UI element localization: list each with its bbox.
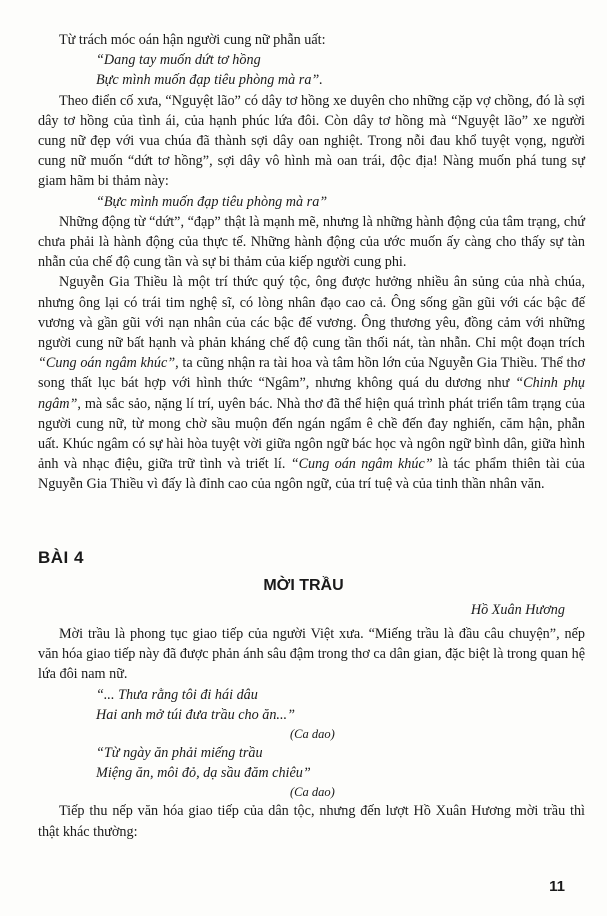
verse-source: (Ca dao) bbox=[290, 727, 335, 742]
verse-line: Miệng ăn, môi đỏ, dạ sầu đăm chiêu” bbox=[96, 765, 311, 782]
verse-line: “Dang tay muốn dứt tơ hồng bbox=[96, 52, 261, 69]
paragraph: Tiếp thu nếp văn hóa giao tiếp của dân tộc, nhưng đến lượt Hồ Xuân Hương mời trầu thì thật khác thường: bbox=[38, 803, 585, 840]
paragraph: Theo điển cố xưa, “Nguyệt lão” có dây tơ hồng xe duyên cho những cặp vợ chồng, đó là sợi dây tơ hồng của tình ái, của hạnh phúc lứa đôi. Còn dây tơ hồng mà “Nguyệt lão” xe người cung nữ đẹp với vua chúa đã thành sợi dây oan nghiệt. Trong nỗi đau khổ tuyệt vọng, người cung nữ muốn “dứt tơ hồng”, sợi dây vô hình mà oan trái, độc địa! Nàng muốn phá tung sự giam hãm bi thảm này: bbox=[38, 92, 585, 190]
lesson-label: BÀI 4 bbox=[38, 548, 84, 567]
verse-line: “Bực mình muốn đạp tiêu phòng mà ra” bbox=[96, 193, 328, 210]
paragraph-text: , ta cũng nhận ra tài hoa và tâm hồn lớn của Nguyễn Gia Thiều. Thể thơ song thất lục bát hợp với hình thức “Ngâm”, nhưng không quá du dương như bbox=[38, 355, 585, 392]
paragraph bbox=[38, 272, 585, 494]
work-title: “Cung oán ngâm khúc” bbox=[290, 456, 433, 473]
paragraph: Mời trầu là phong tục giao tiếp của người Việt xưa. “Miếng trầu là đầu câu chuyện”, nếp văn hóa giao tiếp này đã được phản ánh sâu đậm trong thơ ca dân gian, đặc biệt là trong quan hệ lứa đôi nam nữ. bbox=[38, 626, 585, 683]
paragraph-text: là tác phẩm thiên tài của Nguyễn Gia Thiều vì đấy là đỉnh cao của ngôn ngữ, của trí tuệ và của tinh thần nhân văn. bbox=[38, 456, 585, 493]
paragraph-text: , mà sắc sảo, nặng lí trí, uyên bác. Nhà thơ đã thể hiện quá trình phát triển tâm trạng của người cung nữ, từ mong chờ sầu muộn đến ngán ngẩm ê chề đến đay nghiến, căm hận, phẫn uất. Khúc ngâm có sự hài hòa tuyệt vời giữa ngôn ngữ bác học và ngôn ngữ bình dân, giữa hình ảnh và nhạc điệu, giữa trữ tình và triết lí. bbox=[38, 395, 585, 473]
paragraph: Những động từ “dứt”, “đạp” thật là mạnh mẽ, nhưng là những hành động của tâm trạng, chứ chưa phải là hành động của thực tế. Những hành động của ước muốn ấy càng cho thấy sự tàn nhẫn của chế độ cung tần và sự bi thảm của kiếp người cung phi. bbox=[38, 213, 585, 271]
verse-line: “... Thưa rằng tôi đi hái dâu bbox=[96, 686, 258, 703]
section-moi-trau bbox=[38, 624, 585, 842]
intro-text: Từ trách móc oán hận người cung nữ phẫn uất: bbox=[59, 32, 326, 48]
author-name: Hồ Xuân Hương bbox=[470, 602, 565, 618]
work-title: “Chinh phụ ngâm” bbox=[38, 375, 586, 412]
page-number: 11 bbox=[549, 878, 565, 895]
verse-source: (Ca dao) bbox=[290, 785, 335, 800]
work-title: “Cung oán ngâm khúc” bbox=[38, 355, 176, 372]
paragraph-text: Nguyễn Gia Thiều là một trí thức quý tộc, ông được hưởng nhiều ân sủng của nhà chúa, nhưng ông lại có trái tim nghệ sĩ, có lòng nhân đạo cao cả. Ông sống gần gũi với các bậc đế vương và gần gũi với nạn nhân của các bậc đế vương. Ông thương yêu, đồng cảm với những người cung nữ bất hạnh và phản kháng chế độ cung tần thối nát, tàn nhẫn. Chỉ một đoạn trích bbox=[38, 274, 585, 352]
poem-title: MỜI TRẦU bbox=[263, 577, 344, 594]
verse-line: Bực mình muốn đạp tiêu phòng mà ra”. bbox=[96, 72, 323, 89]
verse-line: “Từ ngày ăn phải miếng trầu bbox=[96, 745, 263, 762]
verse-line: Hai anh mở túi đưa trầu cho ăn...” bbox=[96, 706, 295, 723]
section-cung-oan bbox=[38, 30, 585, 495]
